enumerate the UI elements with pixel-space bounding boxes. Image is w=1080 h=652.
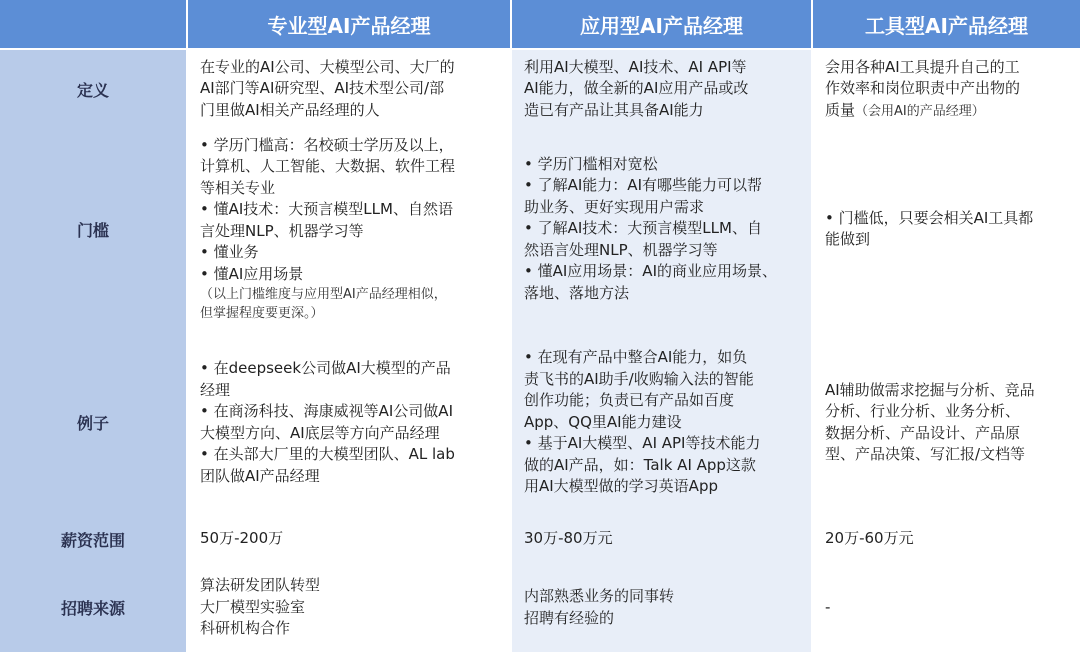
cell-tool [813,515,1080,563]
text-line: 利用AI大模型、AI技术、AI API等 [524,57,747,76]
text-line: 团队做AI产品经理 [200,466,320,485]
text-line: 创作功能；负责已有产品如百度 [524,391,735,410]
cell-professional [188,563,512,652]
text-line: 内部熟悉业务的同事转 [524,587,675,605]
text-line: 在专业的AI公司、大模型公司、大厂的 [200,57,455,76]
text-line: 大模型方向、AI底层等方向产品经理 [200,423,440,442]
text-line: 助业务、更好实现用户需求 [524,197,705,216]
header-row [0,0,1080,48]
row-definition [0,50,1080,128]
text-line: 50万-200万 [200,529,284,548]
text-line: 等相关专业 [200,178,276,197]
cell-application [512,330,813,515]
text-line: 责飞书的AI助手/收购输入法的智能 [524,369,754,388]
text-note: 但掌握程度要更深。） [200,306,324,322]
text-line: 会用各种AI工具提升自己的工 [825,57,1020,76]
text-line: 30万-80万元 [524,529,613,548]
text-line: 言处理NLP、机器学习等 [200,221,364,240]
text-line: 招聘有经验的 [524,608,615,627]
row-recruitment [0,563,1080,652]
text-line: 造已有产品让其具备AI能力 [524,100,704,119]
text-line: 分析、行业分析、业务分析、 [825,402,1021,420]
text-line: 用AI大模型做的学习英语App [524,477,718,496]
text-line: • 在现有产品中整合AI能力，如负 [524,348,748,367]
text-line: 落地、落地方法 [524,283,630,302]
text-line: 大厂模型实验室 [200,597,306,616]
text-line: AI能力，做全新的AI应用产品或改 [524,79,749,98]
row-label: 定义 [0,50,188,128]
cell-professional [188,50,512,128]
text-line: • 了解AI能力：AI有哪些能力可以帮 [524,176,762,195]
text-line: 能做到 [825,230,871,248]
row-examples [0,330,1080,515]
cell-tool [813,50,1080,128]
text-line: 算法研发团队转型 [200,576,321,595]
text-line: 科研机构合作 [200,619,291,638]
text-note: （以上门槛维度与应用型AI产品经理相似， [200,287,447,303]
text-line: AI辅助做需求挖掘与分析、竞品 [825,380,1035,399]
text-line: 经理 [200,380,231,399]
cell-tool [813,330,1080,515]
text-line: App、QQ里AI能力建设 [524,412,682,431]
text-line: • 学历门槛相对宽松 [524,154,658,173]
cell-professional [188,330,512,515]
cell-professional [188,515,512,563]
text-line [825,100,1070,122]
text-line: • 在商汤科技、海康威视等AI公司做AI [200,402,453,420]
cell-tool [813,563,1080,652]
text-line: 门里做AI相关产品经理的人 [200,100,380,119]
text-part: 质量 [825,100,856,119]
cell-tool [813,128,1080,330]
text-line: • 了解AI技术：大预言模型LLM、自 [524,219,762,238]
text-line: 做的AI产品，如：Talk AI App这款 [524,455,756,474]
text-line: • 在头部大厂里的大模型团队、AL lab [200,445,455,463]
row-label: 薪资范围 [0,515,188,563]
text-line: • 门槛低，只要会相关AI工具都 [825,208,1034,227]
text-line: 数据分析、产品设计、产品原 [825,423,1021,442]
header-professional: 专业型AI产品经理 [188,0,512,48]
text-line: • 基于AI大模型、AI API等技术能力 [524,434,761,453]
header-corner [0,0,188,48]
row-label: 门槛 [0,128,188,330]
header-application: 应用型AI产品经理 [512,0,813,48]
text-line: • 懂AI技术：大预言模型LLM、自然语 [200,200,453,219]
text-line: 20万-60万元 [825,529,914,548]
cell-application [512,128,813,330]
text-line: • 在deepseek公司做AI大模型的产品 [200,359,451,377]
row-label: 招聘来源 [0,563,188,652]
cell-application [512,50,813,128]
row-threshold [0,128,1080,330]
text-line: • 学历门槛高：名校硕士学历及以上， [200,135,454,154]
row-salary [0,515,1080,563]
text-line: 然语言处理NLP、机器学习等 [524,240,718,259]
text-line: • 懂AI应用场景：AI的商业应用场景、 [524,262,777,281]
text-line: 计算机、人工智能、大数据、软件工程 [200,157,456,176]
text-line: • 懂AI应用场景 [200,264,304,283]
text-note: （会用AI的产品经理） [855,103,985,119]
cell-application [512,515,813,563]
text-line: 型、产品决策、写汇报/文档等 [825,445,1026,463]
text-line: 作效率和岗位职责中产出物的 [825,79,1021,98]
header-tool: 工具型AI产品经理 [865,13,1028,38]
text-line: • 懂业务 [200,243,259,262]
cell-professional [188,128,512,330]
text-line: - [825,597,831,616]
cell-application [512,563,813,652]
row-label: 例子 [0,330,188,515]
text-line: AI部门等AI研究型、AI技术型公司/部 [200,79,445,98]
